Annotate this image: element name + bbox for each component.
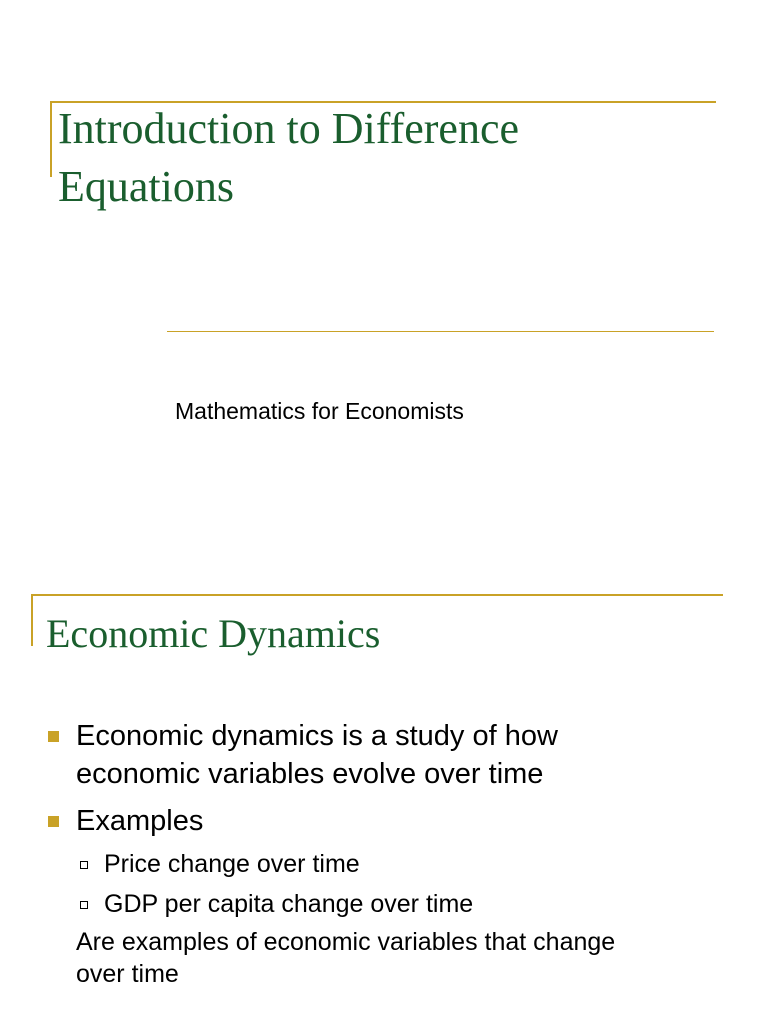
slide-title-line-2: Equations — [58, 162, 234, 211]
subtitle-divider — [167, 331, 714, 332]
square-bullet-icon — [48, 731, 59, 742]
bullet-item — [48, 802, 728, 924]
square-bullet-icon — [48, 816, 59, 827]
slide-title-line-1: Introduction to Difference — [58, 104, 520, 153]
sub-bullet-list — [76, 844, 728, 924]
slide-subtitle: Mathematics for Economists — [175, 398, 464, 424]
bullet-item — [48, 717, 728, 793]
sub-bullet-item — [76, 844, 728, 884]
content-top-rule — [31, 594, 723, 596]
sub-bullet-item — [76, 884, 728, 924]
title-left-rule — [50, 101, 52, 177]
bullet-text: Examples — [76, 805, 204, 837]
bullet-text-line-1: Economic dynamics is a study of how — [76, 720, 558, 752]
slide-title — [58, 100, 718, 216]
bullet-text-line-2: economic variables evolve over time — [76, 758, 544, 790]
note-block — [48, 926, 738, 990]
sub-bullet-text: GDP per capita change over time — [104, 890, 474, 918]
content-left-rule — [31, 594, 33, 646]
sub-bullet-text: Price change over time — [104, 850, 360, 878]
content-slide — [0, 512, 768, 1024]
hollow-square-bullet-icon — [80, 901, 88, 909]
content-title: Economic Dynamics — [46, 611, 381, 656]
note-line-1: Are examples of economic variables that change — [76, 928, 616, 956]
hollow-square-bullet-icon — [80, 861, 88, 869]
note-line-2: over time — [76, 960, 179, 988]
bullet-list — [48, 717, 728, 933]
